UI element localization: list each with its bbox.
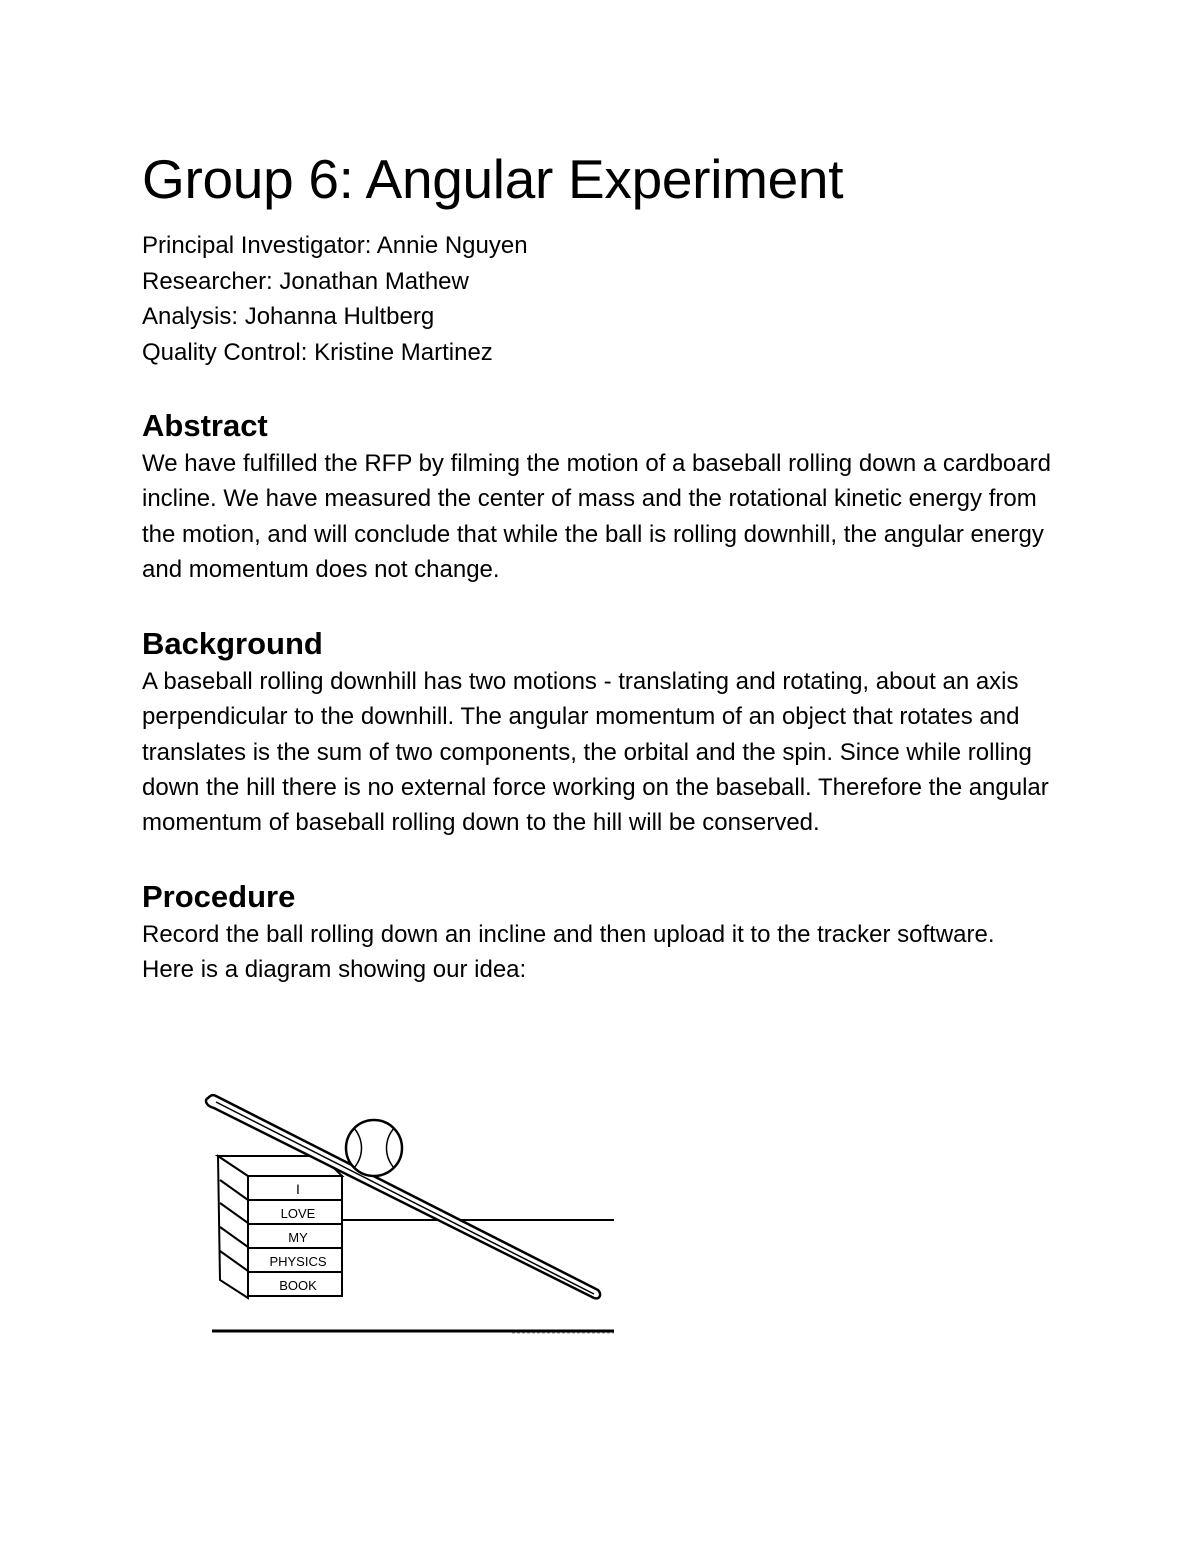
abstract-heading: Abstract	[142, 408, 268, 443]
background-heading: Background	[142, 626, 323, 662]
credit-principal-investigator: Principal Investigator: Annie Nguyen	[142, 232, 528, 259]
procedure-text: Record the ball rolling down an incline and then upload it to the tracker software.	[142, 920, 995, 948]
book-label: I	[296, 1181, 300, 1197]
document-page	[142, 142, 1072, 1293]
book-label: PHYSICS	[269, 1254, 327, 1269]
book-label: BOOK	[279, 1278, 317, 1293]
book-label: LOVE	[280, 1206, 316, 1221]
abstract-text: We have fulfilled the RFP by filming the motion of a baseball rolling down a cardboard incline. We have measured the center of mass and the rotational kinetic energy from the motion, and will conclude that while the ball is rolling downhill, the angular energy and momentum does not change.	[142, 450, 1051, 583]
diagram-intro-text: Here is a diagram showing our idea:	[142, 955, 527, 983]
book-face	[248, 1176, 342, 1200]
background-text: A baseball rolling downhill has two motions - translating and rotating, about an axis perpendicular to the downhill. The angular momentum of an object that rotates and translates is the sum of two components, the orbital and the spin. Since while rolling down the hill there is no external force working on the baseball. Therefore the angular momentum of baseball rolling down to the hill will be conserved.	[142, 668, 1049, 837]
credit-analysis: Analysis: Johanna Hultberg	[142, 303, 435, 330]
page-title: Group 6: Angular Experiment	[142, 148, 844, 210]
incline-diagram	[202, 1090, 622, 1350]
credits-list	[142, 228, 1072, 370]
procedure-heading: Procedure	[142, 878, 296, 914]
credit-researcher: Researcher: Jonathan Mathew	[142, 267, 469, 295]
book-stack-spine	[218, 1156, 248, 1298]
book-label: MY	[288, 1230, 308, 1245]
credit-quality-control: Quality Control: Kristine Martinez	[142, 338, 493, 366]
